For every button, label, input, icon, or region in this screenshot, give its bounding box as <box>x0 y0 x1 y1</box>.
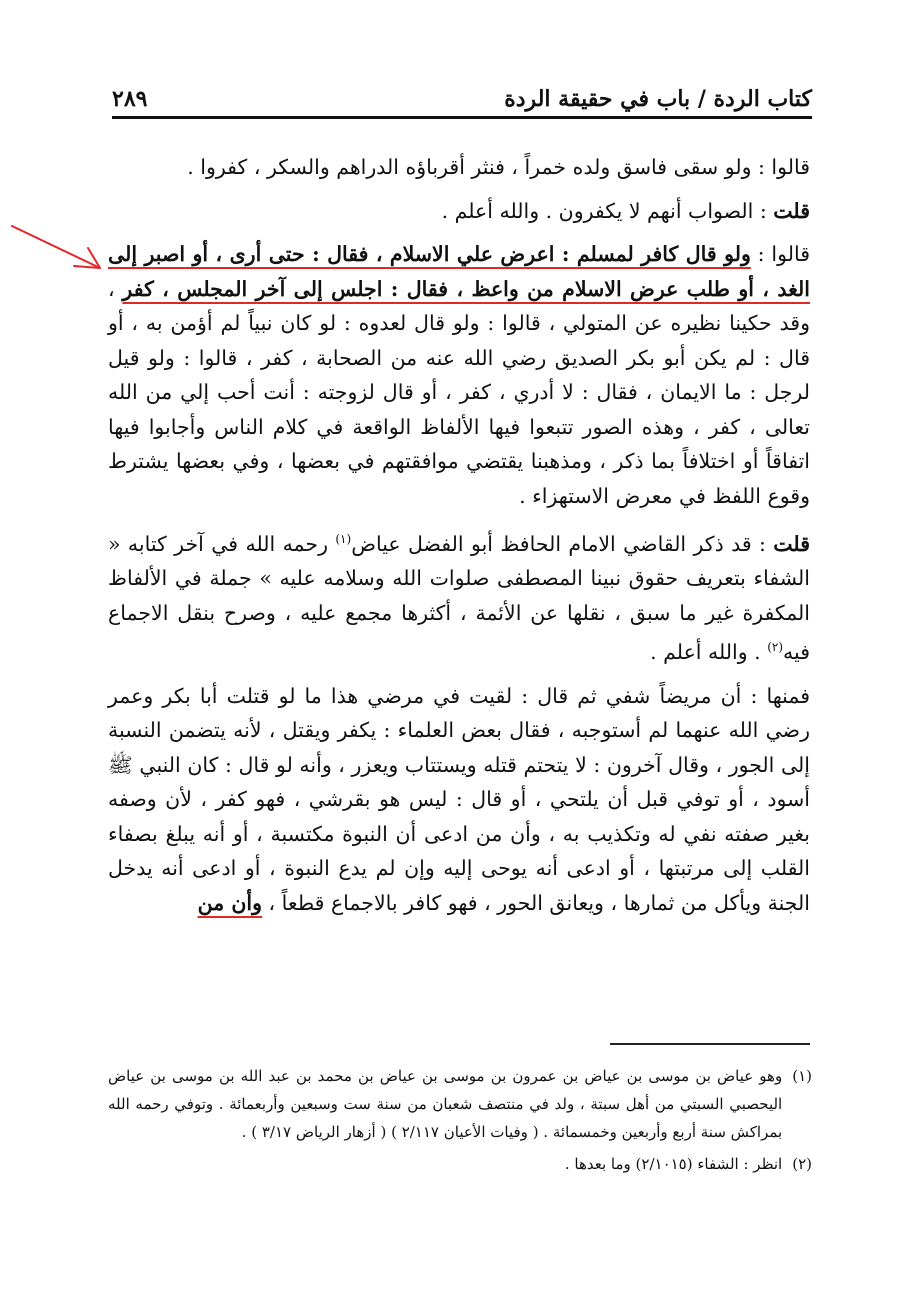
page-number: ٢٨٩ <box>112 86 148 112</box>
paragraph-3 <box>108 237 810 513</box>
underlined-phrase: وأن من <box>197 890 263 915</box>
footnote-text: وهو عياض بن موسى بن عياض بن عمرون بن موسى بن عياض بن محمد بن عبد الله بن موسى بن عياض اليحصبي السبتي من أهل سبتة ، ولد في منتصف شعبان من سنة ست وسبعين وأربعمائة . وتوفي رحمه الله بمراكش سنة أربع وأربعين وخمسمائة . ( وفيات الأعيان ٢/١١٧ ) ( أزهار الرياض ٣/١٧ ) . <box>108 1067 783 1141</box>
paragraph-1-text: قالوا : ولو سقى فاسق ولده خمراً ، فنثر أقرباؤه الدراهم والسكر ، كفروا . <box>187 155 810 179</box>
footnote-ref-2[interactable]: (٢) <box>767 640 784 655</box>
paragraph-2 <box>108 194 810 229</box>
footnote-1 <box>108 1062 812 1146</box>
footnotes <box>108 1062 812 1182</box>
paragraph-1 <box>108 150 810 185</box>
paragraph-5-text: فمنها : أن مريضاً شفي ثم قال : لقيت في مرضي هذا ما لو قتلت أبا بكر وعمر رضي الله عنهما لم أستوجبه ، فقال بعض العلماء : يكفر ويقتل ، لأنه يتضمن النسبة إلى الجور ، وقال آخرون : لا يتحتم قتله ويستتاب ويعزر ، وأنه لو قال : كان النبي ﷺ أسود ، أو توفي قبل أن يلتحي ، أو قال : ليس هو بقرشي ، فهو كفر ، لأن وصفه بغير صفته نفي له وتكذيب به ، وأن من ادعى أن النبوة مكتسبة ، أو أنه يبلغ بصفاء القلب إلى مرتبتها ، أو ادعى أنه يوحى إليه وإن لم يدع النبوة ، أو ادعى أنه يدخل الجنة ويأكل من ثمارها ، ويعانق الحور ، فهو كافر بالاجماع قطعاً ، <box>108 683 810 915</box>
paragraph-5 <box>108 679 810 921</box>
footnote-separator <box>610 1043 810 1045</box>
underlined-passage: ولو قال كافر لمسلم : اعرض علي الاسلام ، فقال : حتى أرى ، أو اصبر إلى الغد ، أو طلب عرض الاسلام من واعظ ، فقال : اجلس إلى آخر المجلس ، كفر <box>108 242 810 301</box>
paragraph-4-text-c: . والله أعلم . <box>650 640 768 665</box>
header-rule <box>112 116 812 119</box>
page-header <box>110 80 812 120</box>
paragraph-2-lead: قلت <box>773 198 810 223</box>
red-arrow-annotation <box>8 222 118 282</box>
footnote-text: انظر : الشفاء (٢/١٠١٥) وما بعدها . <box>564 1155 783 1173</box>
footnote-ref-1[interactable]: (١) <box>335 532 352 546</box>
footnote-2 <box>108 1150 812 1178</box>
paragraph-3-text: ، وقد حكينا نظيره عن المتولي ، قالوا : ولو قال لعدوه : لو كان نبياً لم أؤمن به ، أو قال : لم يكن أبو بكر الصديق رضي الله عنه من الصحابة ، كفر ، قالوا : ولو قيل لرجل : ما الايمان ، فقال : لا أدري ، كفر ، أو قال لزوجته : أنت أحب إلي من الله تعالى ، كفر ، وهذه الصور تتبعوا فيها الألفاظ الواقعة في كلام الناس وأجابوا فيها اتفاقاً أو اختلافاً بما ذكر ، ومذهبنا يقتضي موافقتهم في بعضها ، وفي بعضها يشترط وقوع اللفظ في معرض الاستهزاء . <box>108 276 810 508</box>
footnote-number: (٢) <box>792 1155 812 1173</box>
paragraph-4 <box>108 522 810 670</box>
running-title: كتاب الردة / باب في حقيقة الردة <box>504 86 812 112</box>
paragraph-4-text-b: رحمه الله في آخر كتابه « الشفاء بتعريف حقوق نبينا المصطفى صلوات الله وسلامه عليه » جملة في الألفاظ المكفرة غير ما سبق ، نقلها عن الأئمة ، أكثرها مجمع عليه ، وصرح بنقل الاجماع فيه <box>108 531 810 665</box>
paragraph-3-start: قالوا : <box>750 242 810 266</box>
footnote-number: (١) <box>792 1067 812 1085</box>
paragraph-4-lead: قلت <box>773 531 810 556</box>
paragraph-4-text-a: : قد ذكر القاضي الامام الحافظ أبو الفضل عياض <box>351 531 774 556</box>
paragraph-2-text: : الصواب أنهم لا يكفرون . والله أعلم . <box>441 198 774 223</box>
body-text <box>108 150 810 929</box>
